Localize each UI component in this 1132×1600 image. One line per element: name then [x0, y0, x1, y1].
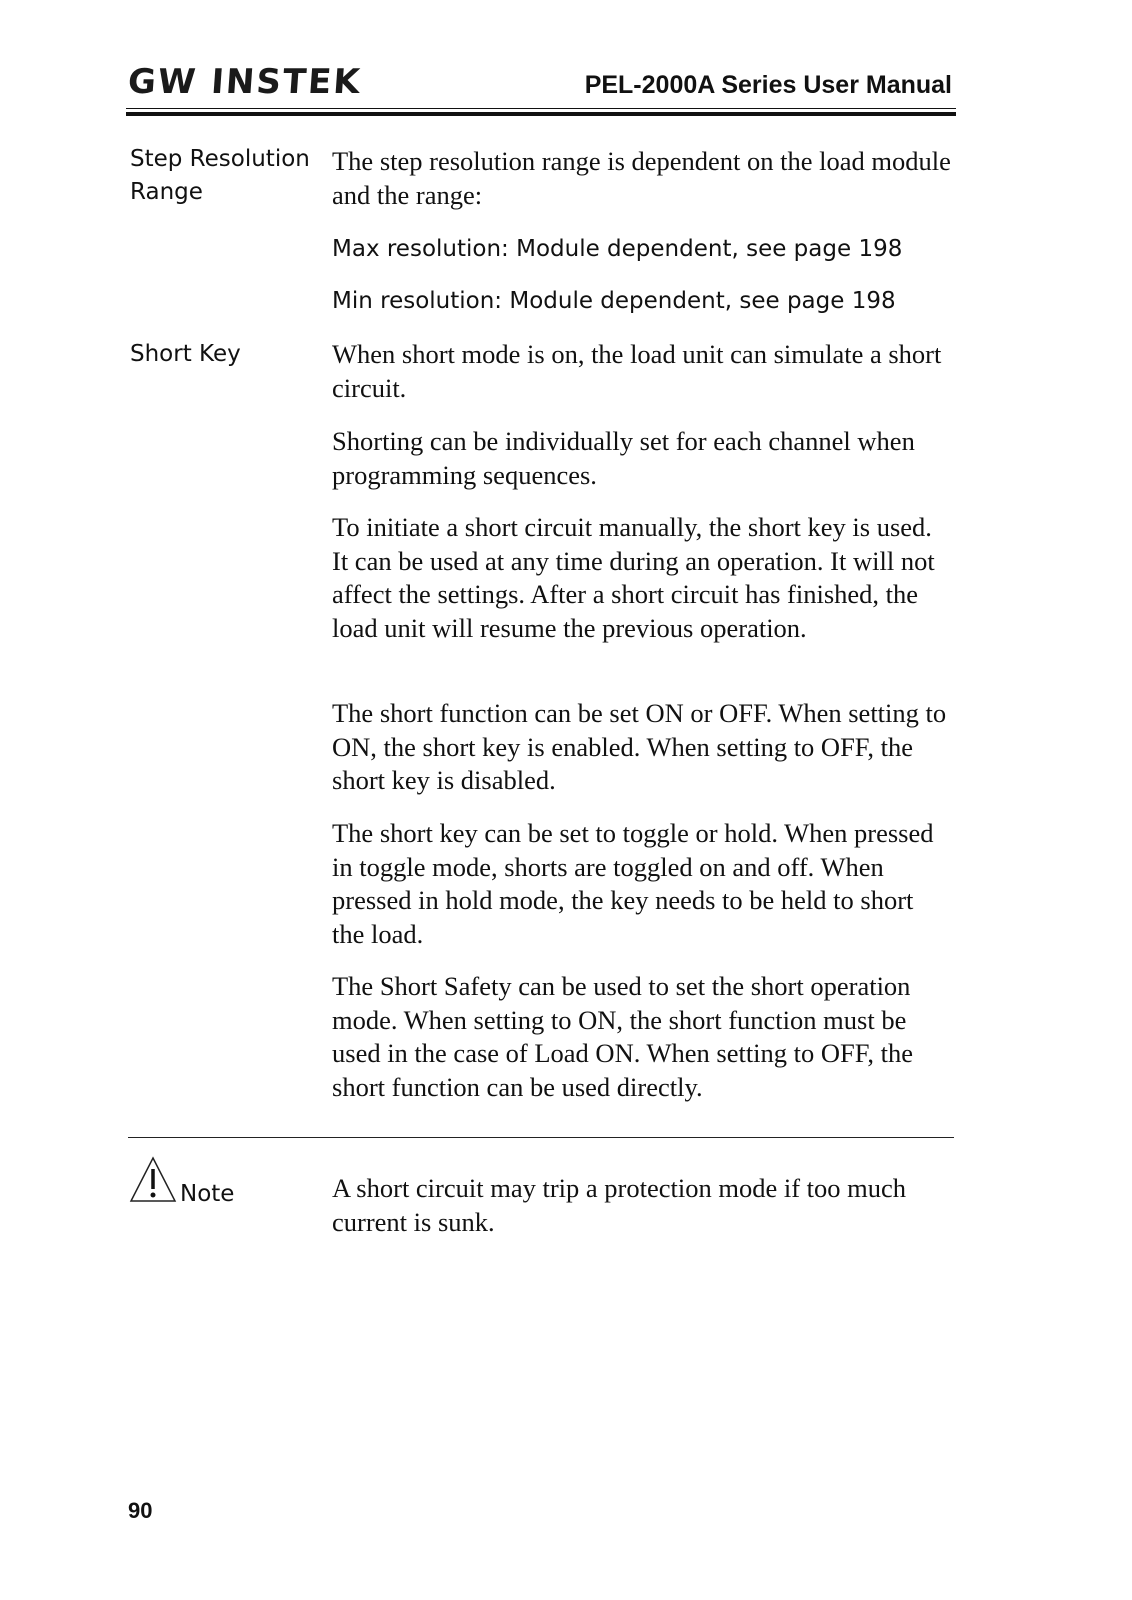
header-divider-thin — [126, 108, 956, 109]
step-resolution-description: The step resolution range is dependent on the load module and the range: — [332, 146, 951, 210]
min-resolution-text: Min resolution: Module dependent, see page 198 — [332, 288, 896, 314]
note-text: A short circuit may trip a protection mode if too much current is sunk. — [332, 1173, 907, 1237]
short-key-paragraph-4: The short function can be set ON or OFF. When setting to ON, the short key is enabled. When setting to OFF, the short key is disabled. — [332, 698, 947, 795]
manual-title: PEL-2000A Series User Manual — [584, 71, 952, 99]
note-label: Note — [180, 1181, 235, 1207]
step-resolution-label-line1: Step Resolution — [130, 146, 310, 172]
section-divider — [128, 1137, 954, 1138]
step-resolution-label — [130, 143, 320, 209]
short-key-paragraph-5: The short key can be set to toggle or hold. When pressed in toggle mode, shorts are toggled on and off. When pressed in hold mode, the key needs to be held to short the load. — [332, 818, 934, 949]
page-number: 90 — [128, 1498, 153, 1523]
short-key-paragraph-1: When short mode is on, the load unit can simulate a short circuit. — [332, 339, 942, 403]
short-key-paragraph-6: The Short Safety can be used to set the short operation mode. When setting to ON, the short function must be used in the case of Load ON. When setting to OFF, the short function can be used directly. — [332, 971, 914, 1102]
short-key-label: Short Key — [130, 341, 241, 367]
step-resolution-label-line2: Range — [130, 179, 203, 205]
max-resolution-text: Max resolution: Module dependent, see page 198 — [332, 236, 903, 262]
warning-triangle-icon — [128, 1155, 178, 1205]
gw-instek-logo: GW INSTEK — [126, 62, 364, 102]
short-key-paragraph-2: Shorting can be individually set for each channel when programming sequences. — [332, 426, 915, 490]
short-key-paragraph-3: To initiate a short circuit manually, the short key is used. It can be used at any time during an operation. It will not affect the settings. After a short circuit has finished, the load unit will resume the previous operation. — [332, 512, 935, 643]
header-divider-thick — [126, 112, 956, 116]
